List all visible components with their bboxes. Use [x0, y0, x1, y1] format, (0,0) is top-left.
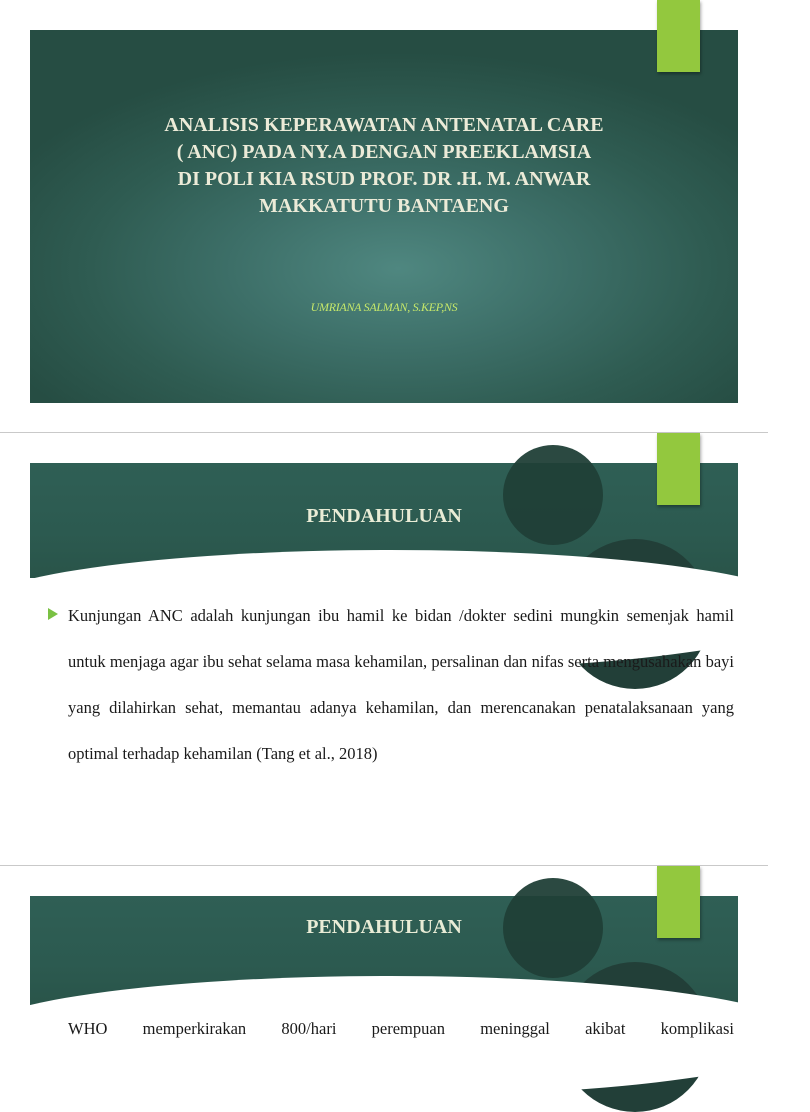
presentation-title: ANALISIS KEPERAWATAN ANTENATAL CARE ( ANC) PADA NY.A DENGAN PREEKLAMSIA DI POLI KIA RSUD PROF. DR .H. M. ANWAR MAKKATUTU BANTAENG: [164, 114, 604, 217]
slide-heading: PENDAHULUAN: [306, 505, 462, 527]
slide-paragraph: WHO memperkirakan 800/hari perempuan meninggal akibat komplikasi: [68, 1019, 734, 1038]
slide-1-title: [0, 0, 768, 432]
slide-heading: PENDAHULUAN: [306, 916, 462, 938]
bullet-arrow-icon: [48, 608, 58, 620]
slide-3-pendahuluan: [0, 866, 768, 1038]
slide-2-pendahuluan: [0, 433, 768, 865]
green-tab-accent: [657, 433, 700, 505]
green-tab-accent: [657, 0, 700, 72]
author-name: UMRIANA SALMAN, S.KEP,NS: [310, 300, 458, 314]
slide-paragraph: Kunjungan ANC adalah kunjungan ibu hamil ke bidan /dokter sedini mungkin semenjak hamil untuk menjaga agar ibu sehat selama masa kehamilan, persalinan dan nifas serta mengusahakan bayi yang dilahirkan sehat, memantau adanya kehamilan, dan merencanakan penatalaksanaan yang optimal terhadap kehamilan (Tang et al., 2018): [68, 606, 734, 763]
header-band: [30, 896, 738, 1008]
decorative-circle: [503, 445, 603, 545]
